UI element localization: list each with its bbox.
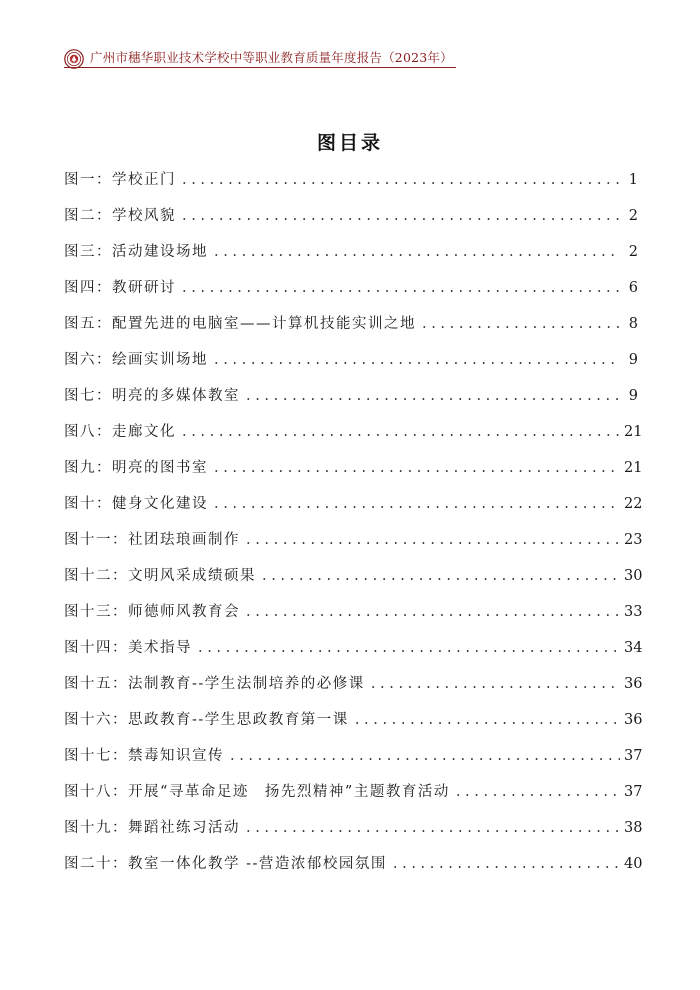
- toc-entry-label: 图十九：舞蹈社练习活动: [64, 820, 240, 836]
- toc-entry-label: 图四：教研研讨: [64, 280, 176, 296]
- toc-entry[interactable]: [64, 274, 638, 310]
- toc-entry[interactable]: [64, 850, 643, 886]
- dot-leader: [214, 454, 620, 482]
- dot-leader: [246, 598, 620, 626]
- header-divider: [64, 67, 456, 68]
- dot-leader: [214, 238, 620, 266]
- toc-entry-page: 23: [624, 532, 643, 548]
- toc-entry-label: 图十四：美术指导: [64, 640, 192, 656]
- dot-leader: [246, 814, 620, 842]
- toc-entry-label: 图十六：思政教育--学生思政教育第一课: [64, 712, 349, 728]
- toc-entry[interactable]: [64, 526, 643, 562]
- toc-entry-label: 图三：活动建设场地: [64, 244, 208, 260]
- header-title: 广州市穗华职业技术学校中等职业教育质量年度报告（2023年）: [90, 49, 453, 65]
- toc-entry[interactable]: [64, 706, 643, 742]
- dot-leader: [246, 382, 620, 410]
- toc-entry-page: 34: [624, 640, 643, 656]
- toc-entry[interactable]: [64, 166, 638, 202]
- toc-entry[interactable]: [64, 346, 638, 382]
- toc-entry[interactable]: [64, 382, 638, 418]
- toc-entry[interactable]: [64, 418, 643, 454]
- dot-leader: [262, 562, 620, 590]
- toc-entry-label: 图二十：教室一体化教学 --营造浓郁校园氛围: [64, 856, 387, 872]
- toc-entry-page: 36: [624, 712, 643, 728]
- toc-entry[interactable]: [64, 742, 643, 778]
- toc-entry-label: 图六：绘画实训场地: [64, 352, 208, 368]
- toc-entry[interactable]: [64, 202, 638, 238]
- toc-entry[interactable]: [64, 238, 638, 274]
- toc-entry-page: 9: [628, 352, 638, 368]
- dot-leader: [198, 634, 620, 662]
- toc-entry-page: 22: [624, 496, 643, 512]
- toc-entry-label: 图十：健身文化建设: [64, 496, 208, 512]
- toc-entry-page: 9: [628, 388, 638, 404]
- toc-entry-label: 图一：学校正门: [64, 172, 176, 188]
- toc-entry-page: 33: [624, 604, 643, 620]
- toc-entry[interactable]: [64, 814, 643, 850]
- toc-entry-page: 36: [624, 676, 643, 692]
- toc-entry-page: 40: [624, 856, 643, 872]
- dot-leader: [355, 706, 620, 734]
- toc-entry-label: 图五：配置先进的电脑室——计算机技能实训之地: [64, 316, 416, 332]
- toc-entry-page: 6: [628, 280, 638, 296]
- toc-entry-page: 2: [628, 244, 638, 260]
- toc-entry-page: 30: [624, 568, 643, 584]
- dot-leader: [371, 670, 620, 698]
- toc-entry-label: 图十八：开展“寻革命足迹 扬先烈精神”主题教育活动: [64, 784, 450, 800]
- toc-entry-page: 1: [628, 172, 638, 188]
- dot-leader: [393, 850, 620, 878]
- dot-leader: [214, 346, 620, 374]
- toc-entry[interactable]: [64, 598, 643, 634]
- page-title: 图目录: [316, 132, 383, 154]
- figure-list: [64, 166, 643, 886]
- dot-leader: [182, 274, 620, 302]
- toc-entry[interactable]: [64, 778, 643, 814]
- toc-entry[interactable]: [64, 310, 638, 346]
- dot-leader: [456, 778, 620, 806]
- school-emblem-icon: [64, 49, 84, 69]
- dot-leader: [182, 418, 620, 446]
- toc-entry-page: 2: [628, 208, 638, 224]
- toc-entry-label: 图十二：文明风采成绩硕果: [64, 568, 256, 584]
- toc-entry[interactable]: [64, 562, 643, 598]
- toc-entry-page: 8: [628, 316, 638, 332]
- dot-leader: [214, 490, 620, 518]
- toc-entry-page: 21: [624, 424, 643, 440]
- toc-entry-label: 图十一：社团珐琅画制作: [64, 532, 240, 548]
- toc-entry-label: 图九：明亮的图书室: [64, 460, 208, 476]
- toc-entry-label: 图七：明亮的多媒体教室: [64, 388, 240, 404]
- dot-leader: [182, 202, 620, 230]
- toc-entry-page: 21: [624, 460, 643, 476]
- toc-entry[interactable]: [64, 634, 643, 670]
- toc-entry-label: 图二：学校风貌: [64, 208, 176, 224]
- toc-entry-page: 37: [624, 748, 643, 764]
- toc-entry-label: 图十五：法制教育--学生法制培养的必修课: [64, 676, 365, 692]
- toc-entry[interactable]: [64, 490, 643, 526]
- toc-entry[interactable]: [64, 454, 643, 490]
- toc-entry-label: 图十七：禁毒知识宣传: [64, 748, 224, 764]
- dot-leader: [230, 742, 620, 770]
- dot-leader: [246, 526, 620, 554]
- dot-leader: [182, 166, 620, 194]
- toc-entry-page: 37: [624, 784, 643, 800]
- toc-entry-label: 图八：走廊文化: [64, 424, 176, 440]
- toc-entry-label: 图十三：师德师风教育会: [64, 604, 240, 620]
- dot-leader: [422, 310, 620, 338]
- toc-entry-page: 38: [624, 820, 643, 836]
- toc-entry[interactable]: [64, 670, 643, 706]
